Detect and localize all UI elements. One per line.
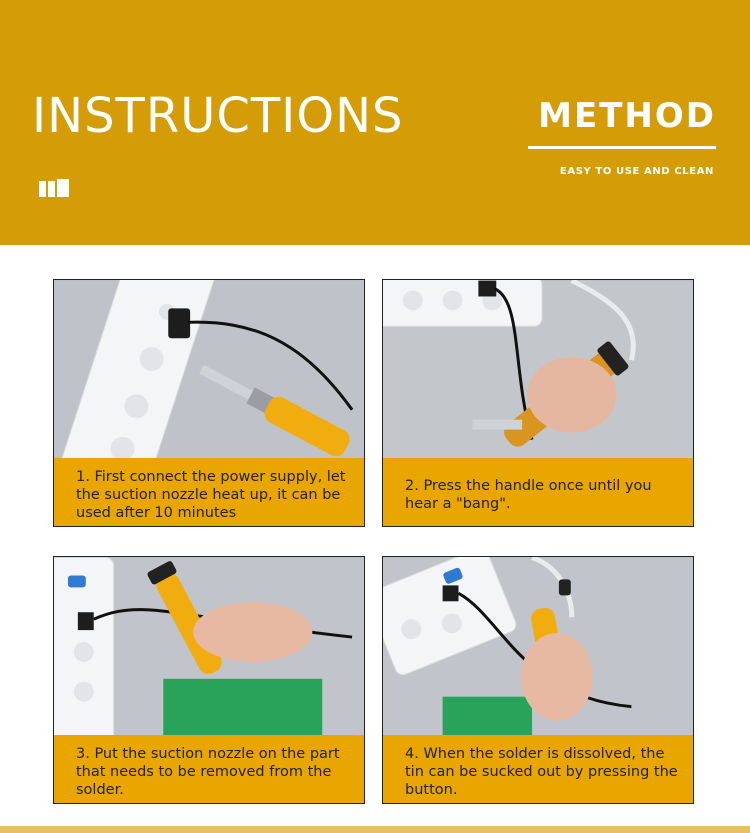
step-4-photo	[383, 557, 693, 737]
step-2-caption: 2. Press the handle once until you hear a "bang".	[383, 458, 693, 526]
step-card-4	[382, 556, 694, 804]
step-card-1	[53, 279, 365, 527]
method-underline	[528, 146, 716, 149]
step-3-photo	[54, 557, 364, 737]
step-3-caption: 3. Put the suction nozzle on the part that needs to be removed from the solder.	[54, 735, 364, 803]
step-4-caption: 4. When the solder is dissolved, the tin can be sucked out by pressing the button.	[383, 735, 693, 803]
step-card-3	[53, 556, 365, 804]
method-tagline: EASY TO USE AND CLEAN	[559, 166, 714, 177]
page-title: INSTRUCTIONS	[32, 88, 404, 144]
step-1-caption: 1. First connect the power supply, let the suction nozzle heat up, it can be used after 10 minutes	[54, 458, 364, 526]
header-banner	[0, 0, 750, 245]
step-card-2	[382, 279, 694, 527]
logo-mark-icon	[39, 179, 69, 197]
step-1-photo	[54, 280, 364, 460]
bottom-divider	[0, 826, 750, 833]
method-heading: METHOD	[538, 96, 716, 136]
step-2-photo	[383, 280, 693, 460]
